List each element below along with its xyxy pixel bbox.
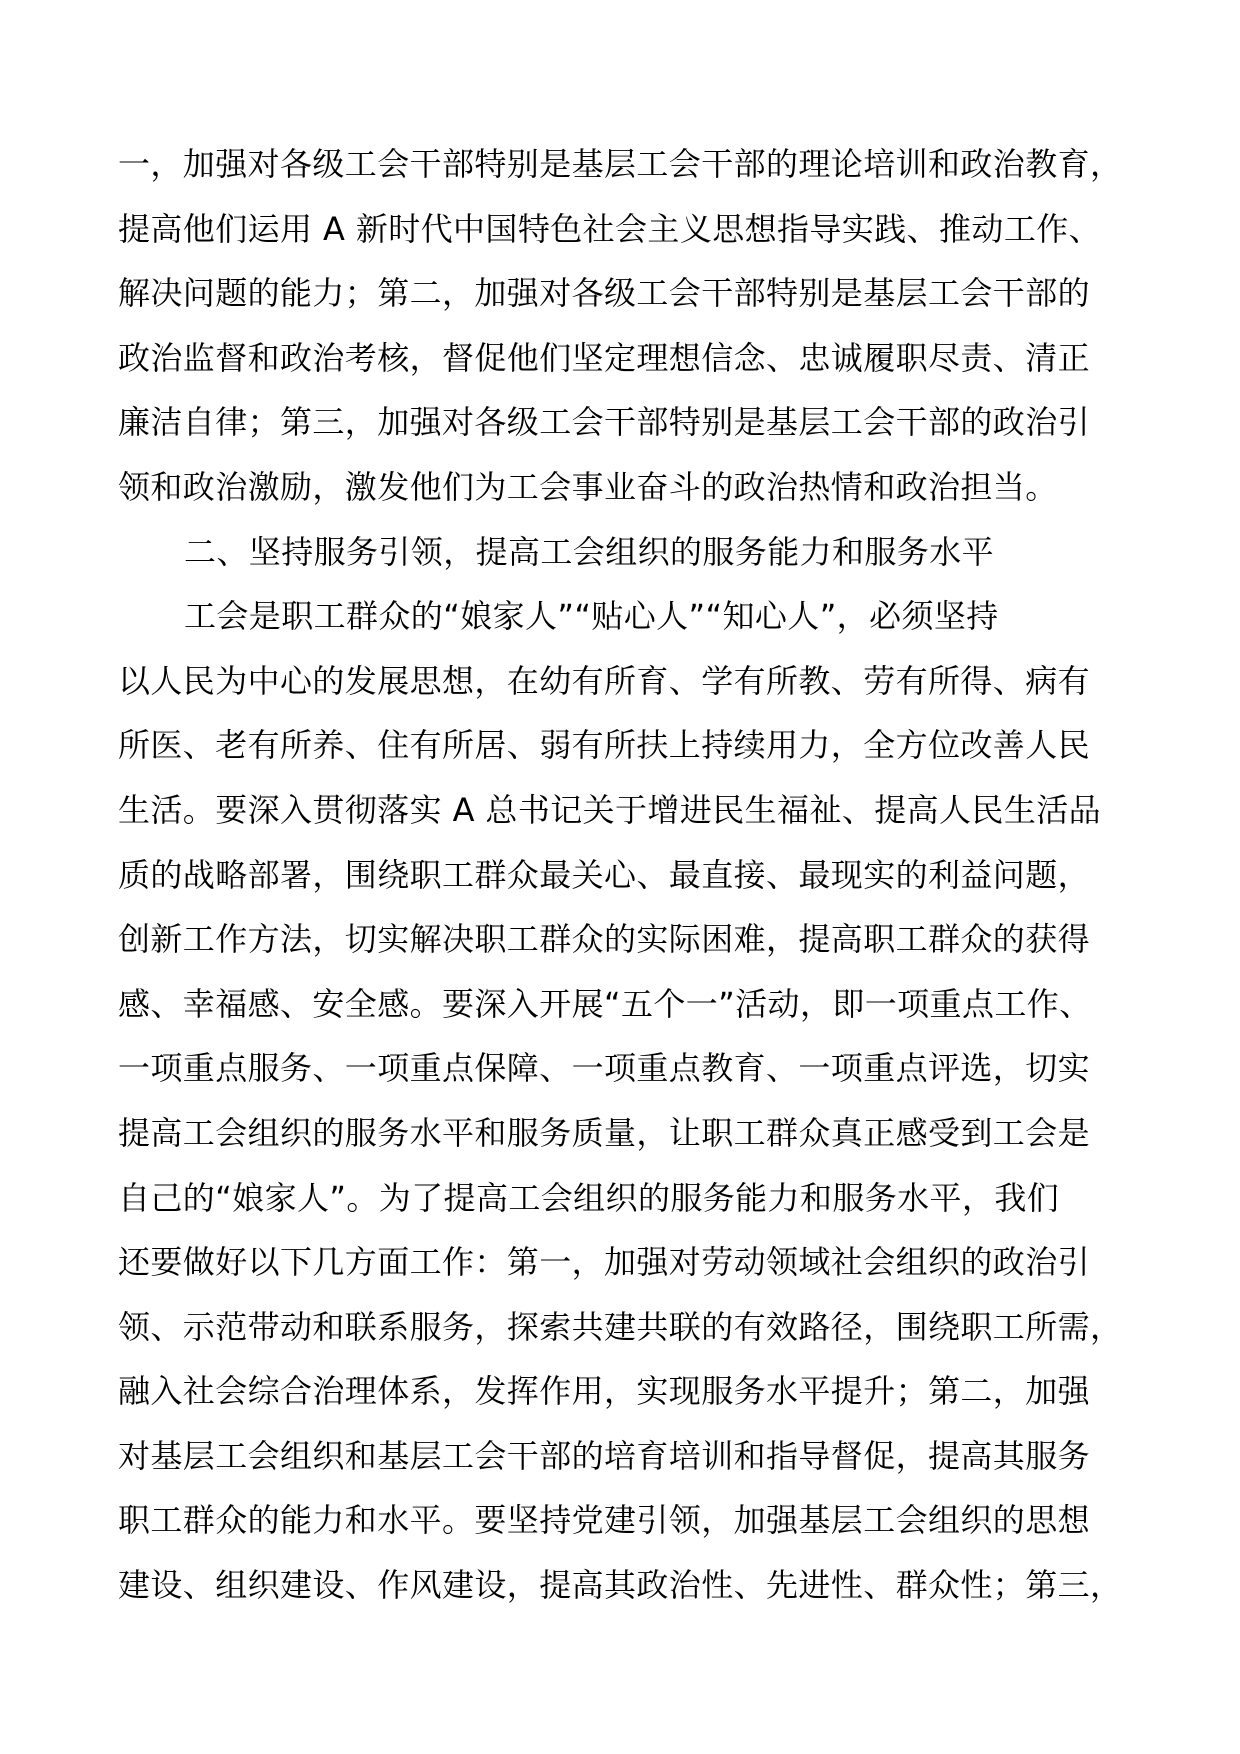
paragraph-line: 还要做好以下几方面工作：第一，加强对劳动领域社会组织的政治引 bbox=[118, 1243, 1091, 1282]
paragraph-line: 提高他们运用 A 新时代中国特色社会主义思想指导实践、推动工作、 bbox=[118, 209, 1102, 248]
paragraph-line: 创新工作方法，切实解决职工群众的实际困难，提高职工群众的获得 bbox=[118, 920, 1091, 959]
paragraph-line: 政治监督和政治考核，督促他们坚定理想信念、忠诚履职尽责、清正 bbox=[118, 338, 1091, 377]
paragraph-line: 解决问题的能力；第二，加强对各级工会干部特别是基层工会干部的 bbox=[118, 274, 1091, 313]
paragraph-line: 廉洁自律；第三，加强对各级工会干部特别是基层工会干部的政治引 bbox=[118, 403, 1091, 442]
paragraph-line: 领、示范带动和联系服务，探索共建共联的有效路径，围绕职工所需， bbox=[118, 1307, 1123, 1346]
section-heading: 二、坚持服务引领，提高工会组织的服务能力和服务水平 bbox=[184, 532, 995, 571]
paragraph-line: 以人民为中心的发展思想，在幼有所育、学有所教、劳有所得、病有 bbox=[118, 661, 1091, 700]
document-body bbox=[118, 132, 1128, 1618]
paragraph-line: 职工群众的能力和水平。要坚持党建引领，加强基层工会组织的思想 bbox=[118, 1501, 1091, 1540]
paragraph-line: 一项重点服务、一项重点保障、一项重点教育、一项重点评选，切实 bbox=[118, 1049, 1091, 1088]
paragraph-line: 一，加强对各级工会干部特别是基层工会干部的理论培训和政治教育， bbox=[118, 145, 1123, 183]
paragraph-line: 建设、组织建设、作风建设，提高其政治性、先进性、群众性；第三， bbox=[118, 1566, 1123, 1605]
paragraph-line: 感、幸福感、安全感。要深入开展“五个一”活动，即一项重点工作、 bbox=[118, 984, 1092, 1023]
paragraph-line: 所医、老有所养、住有所居、弱有所扶上持续用力，全方位改善人民 bbox=[118, 726, 1091, 765]
paragraph-line: 生活。要深入贯彻落实 A 总书记关于增进民生福祉、提高人民生活品 bbox=[118, 790, 1102, 829]
paragraph-line: 质的战略部署，围绕职工群众最关心、最直接、最现实的利益问题， bbox=[118, 855, 1091, 894]
paragraph-line: 领和政治激励，激发他们为工会事业奋斗的政治热情和政治担当。 bbox=[118, 467, 1058, 506]
paragraph-line: 融入社会综合治理体系，发挥作用，实现服务水平提升；第二，加强 bbox=[118, 1372, 1091, 1411]
paragraph-line: 对基层工会组织和基层工会干部的培育培训和指导督促，提高其服务 bbox=[118, 1436, 1091, 1475]
paragraph-line: 提高工会组织的服务水平和服务质量，让职工群众真正感受到工会是 bbox=[118, 1113, 1091, 1152]
paragraph-line: 自己的“娘家人”。为了提高工会组织的服务能力和服务水平，我们 bbox=[118, 1178, 1060, 1217]
paragraph-line: 工会是职工群众的“娘家人”“贴心人”“知心人”，必须坚持 bbox=[184, 597, 999, 636]
